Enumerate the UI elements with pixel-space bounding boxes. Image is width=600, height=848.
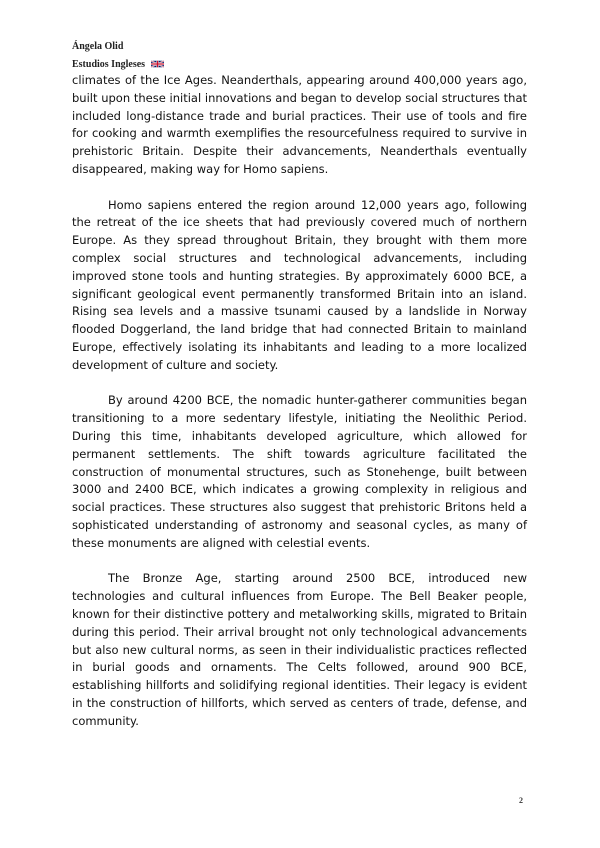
- paragraph-2: Homo sapiens entered the region around 12,000 years ago, following the retreat of the ice sheets that had previously covered much of northern Europe. As they spread throughout Britain, they brought with them more complex social structures and technological advancements, including improved stone tools and hunting strategies. By approximately 6000 BCE, a significant geological event permanently transformed Britain into an island. Rising sea levels and a massive tsunami caused by a landslide in Norway flooded Doggerland, the land bridge that had connected Britain to mainland Europe, effectively isolating its inhabitants and leading to a more localized development of culture and society.: [72, 197, 527, 372]
- body-text: [72, 72, 527, 748]
- page-number: 2: [519, 796, 523, 805]
- paragraph-3: By around 4200 BCE, the nomadic hunter-gatherer communities began transitioning to a more sedentary lifestyle, initiating the Neolithic Period. During this time, inhabitants developed agriculture, which allowed for permanent settlements. The shift towards agriculture facilitated the construction of monumental structures, such as Stonehenge, built between 3000 and 2400 BCE, which indicates a growing complexity in religious and social practices. These structures also suggest that prehistoric Britons held a sophisticated understanding of astronomy and seasonal cycles, as many of these monuments are aligned with celestial events.: [72, 393, 527, 550]
- paragraph-1: climates of the Ice Ages. Neanderthals, appearing around 400,000 years ago, built upon these initial innovations and began to develop social structures that included long-distance trade and burial practices. Their use of tools and fire for cooking and warmth exemplifies the resourcefulness required to survive in prehistoric Britain. Despite their advancements, Neanderthals eventually disappeared, making way for Homo sapiens.: [72, 73, 527, 176]
- page-header: [72, 38, 164, 74]
- paragraph-4: The Bronze Age, starting around 2500 BCE, introduced new technologies and cultural influences from Europe. The Bell Beaker people, known for their distinctive pottery and metalworking skills, migrated to Britain during this period. Their arrival brought not only technological advancements but also new cultural norms, as seen in their individualistic practices reflected in burial goods and ornaments. The Celts followed, around 900 BCE, establishing hillforts and solidifying regional identities. Their legacy is evident in the construction of hillforts, which served as centers of trade, defense, and community.: [72, 571, 527, 728]
- course-name: Estudios Ingleses: [72, 59, 146, 70]
- author-name: Ángela Olid: [72, 41, 124, 52]
- uk-flag-icon: [151, 60, 164, 68]
